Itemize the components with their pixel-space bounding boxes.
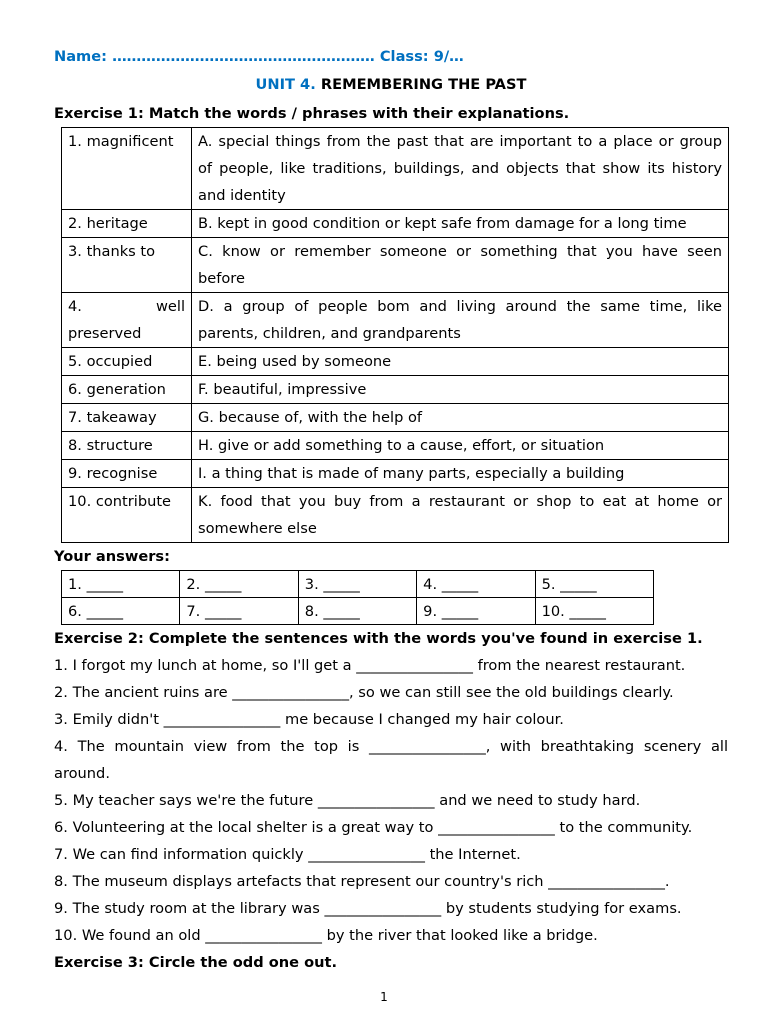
sentence-item: 2. The ancient ruins are ________________, so we can still see the old buildings clearly. — [54, 684, 674, 701]
sentence-item: 8. The museum displays artefacts that represent our country's rich ________________. — [54, 873, 670, 890]
sentence-item: 3. Emily didn't ________________ me because I changed my hair colour. — [54, 711, 564, 728]
definition-cell: A. special things from the past that are important to a place or group of people, like traditions, buildings, and objects that show its history and identity — [192, 128, 729, 210]
name-class-line: Name: ……………………………………………… Class: 9/… — [54, 48, 464, 65]
sentence-item: 6. Volunteering at the local shelter is a great way to ________________ to the community. — [54, 819, 693, 836]
answer-cell[interactable]: 1. _____ — [62, 571, 180, 598]
answer-cell[interactable]: 10. _____ — [535, 598, 653, 625]
answer-cell[interactable]: 4. _____ — [417, 571, 535, 598]
answers-label: Your answers: — [54, 548, 170, 565]
table-row — [62, 432, 729, 460]
answer-cell[interactable]: 3. _____ — [298, 571, 416, 598]
sentence-item: 7. We can find information quickly ________________ the Internet. — [54, 846, 521, 863]
word-cell: 4. well preserved — [62, 293, 192, 348]
sentence-item: 1. I forgot my lunch at home, so I'll get a ________________ from the nearest restaurant. — [54, 657, 686, 674]
unit-label: UNIT 4. — [255, 76, 316, 93]
sentence-item: 5. My teacher says we're the future ________________ and we need to study hard. — [54, 792, 641, 809]
definition-cell: G. because of, with the help of — [192, 404, 729, 432]
sentence-item: 9. The study room at the library was ________________ by students studying for exams. — [54, 900, 682, 917]
answer-table — [61, 570, 654, 625]
definition-cell: C. know or remember someone or something that you have seen before — [192, 238, 729, 293]
sentence-list — [54, 652, 728, 949]
word-cell: 6. generation — [62, 376, 192, 404]
answer-row — [62, 598, 654, 625]
definition-cell: F. beautiful, impressive — [192, 376, 729, 404]
table-row — [62, 488, 729, 543]
answer-cell[interactable]: 9. _____ — [417, 598, 535, 625]
definition-cell: I. a thing that is made of many parts, especially a building — [192, 460, 729, 488]
sentence-item: 4. The mountain view from the top is ________________, with breathtaking scenery all around. — [54, 738, 728, 782]
table-row — [62, 238, 729, 293]
word-cell: 1. magnificent — [62, 128, 192, 210]
word-cell: 5. occupied — [62, 348, 192, 376]
word-cell: 3. thanks to — [62, 238, 192, 293]
sentence-item: 10. We found an old ________________ by the river that looked like a bridge. — [54, 927, 598, 944]
table-row — [62, 210, 729, 238]
page-number: 1 — [380, 990, 388, 1004]
table-row — [62, 376, 729, 404]
unit-title — [54, 70, 728, 100]
answer-row — [62, 571, 654, 598]
answer-cell[interactable]: 5. _____ — [535, 571, 653, 598]
word-cell: 9. recognise — [62, 460, 192, 488]
answer-cell[interactable]: 6. _____ — [62, 598, 180, 625]
exercise-3-heading: Exercise 3: Circle the odd one out. — [54, 954, 338, 971]
table-row — [62, 404, 729, 432]
table-row — [62, 348, 729, 376]
answer-cell[interactable]: 2. _____ — [180, 571, 298, 598]
word-cell: 2. heritage — [62, 210, 192, 238]
table-row — [62, 128, 729, 210]
answer-cell[interactable]: 7. _____ — [180, 598, 298, 625]
definition-cell: E. being used by someone — [192, 348, 729, 376]
worksheet-page — [54, 44, 728, 976]
definition-cell: K. food that you buy from a restaurant or shop to eat at home or somewhere else — [192, 488, 729, 543]
word-cell: 8. structure — [62, 432, 192, 460]
definition-cell: H. give or add something to a cause, effort, or situation — [192, 432, 729, 460]
exercise-2-heading: Exercise 2: Complete the sentences with the words you've found in exercise 1. — [54, 630, 703, 647]
unit-title-text: REMEMBERING THE PAST — [320, 76, 527, 93]
definition-cell: D. a group of people bom and living around the same time, like parents, children, and grandparents — [192, 293, 729, 348]
matching-table — [61, 127, 729, 543]
word-cell: 7. takeaway — [62, 404, 192, 432]
exercise-1-heading: Exercise 1: Match the words / phrases with their explanations. — [54, 105, 570, 122]
table-row — [62, 460, 729, 488]
definition-cell: B. kept in good condition or kept safe from damage for a long time — [192, 210, 729, 238]
table-row — [62, 293, 729, 348]
answer-cell[interactable]: 8. _____ — [298, 598, 416, 625]
word-cell: 10. contribute — [62, 488, 192, 543]
